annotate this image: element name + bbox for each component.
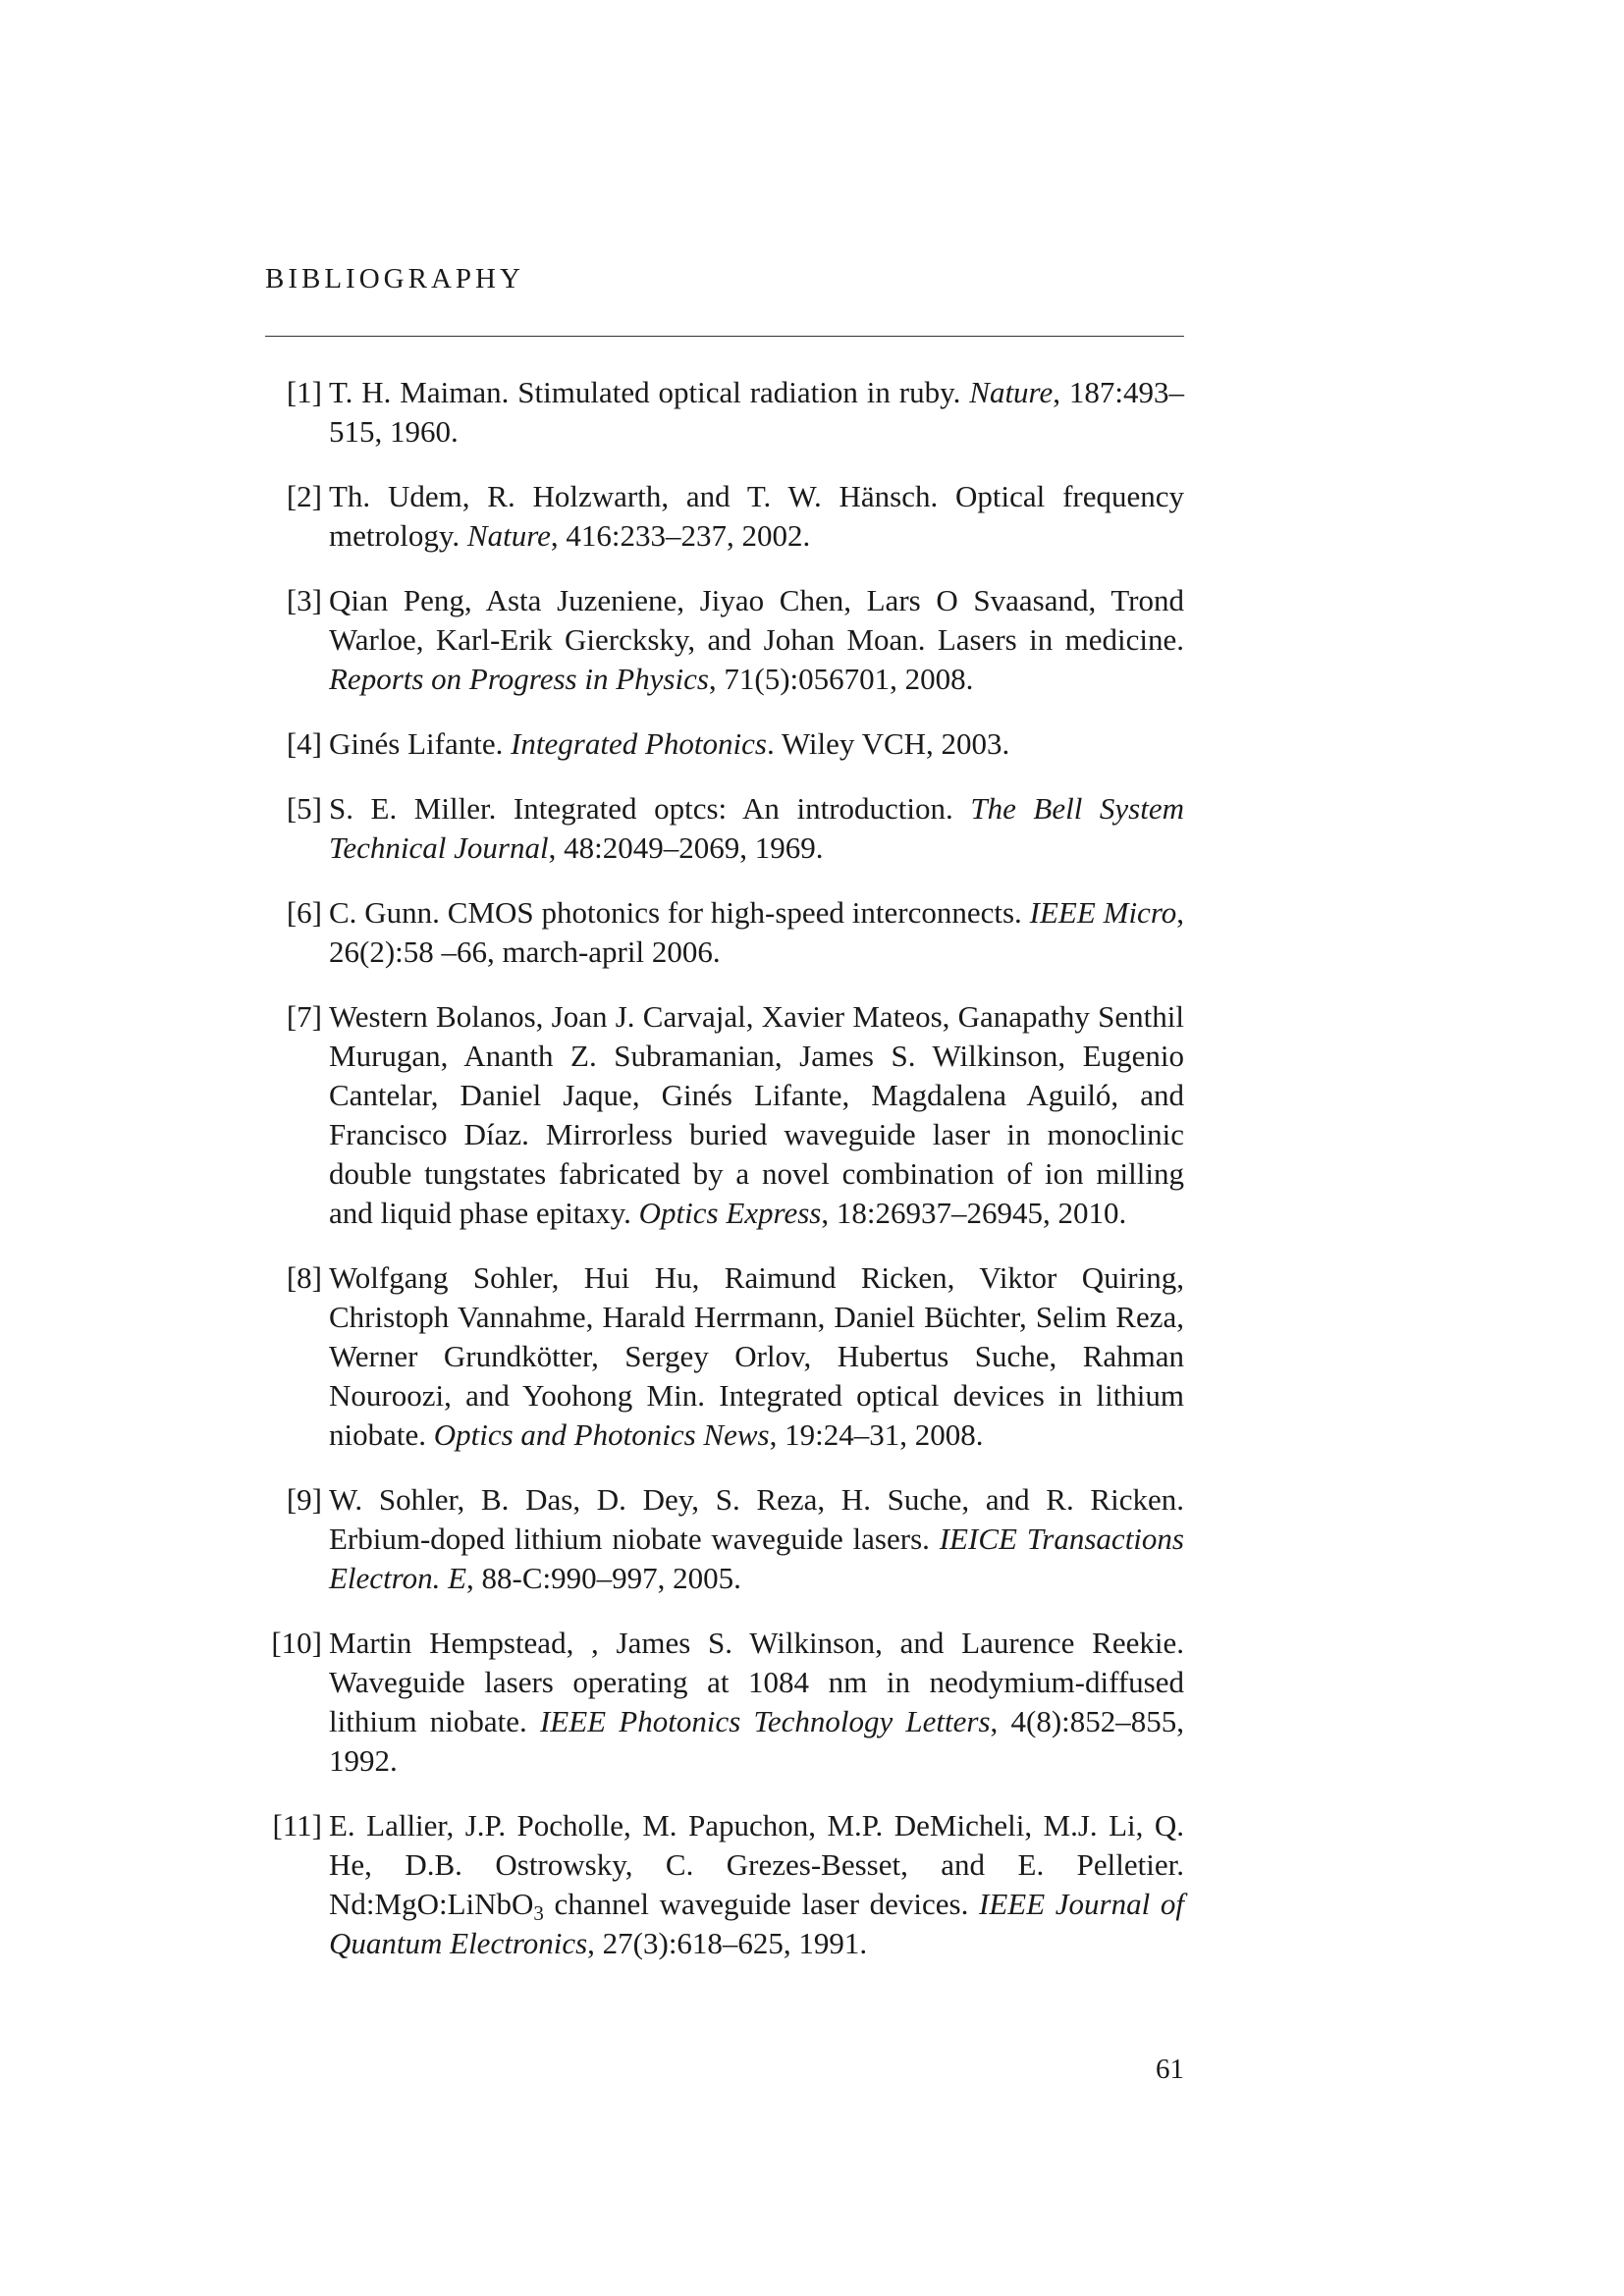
reference-venue: Reports on Progress in Physics <box>329 662 709 696</box>
reference-label: [1] <box>286 375 322 409</box>
reference-text: T. H. Maiman. Stimulated optical radiation in ruby. Nature, 187:493–515, 1960. <box>329 375 1184 449</box>
reference-entry <box>265 477 1184 556</box>
reference-venue: Integrated Photonics <box>511 726 767 761</box>
reference-venue: Optics and Photonics News <box>433 1417 770 1452</box>
reference-label: [11] <box>272 1808 322 1842</box>
reference-label: [8] <box>286 1260 322 1295</box>
page <box>265 0 1184 2296</box>
reference-entry <box>265 789 1184 868</box>
reference-text: Ginés Lifante. Integrated Photonics. Wiley VCH, 2003. <box>329 726 1010 761</box>
reference-entry <box>265 724 1184 764</box>
reference-venue: IEEE Micro <box>1029 895 1177 930</box>
reference-venue: IEEE Photonics Technology Letters <box>539 1704 991 1738</box>
reference-text: Wolfgang Sohler, Hui Hu, Raimund Ricken, Viktor Quiring, Christoph Vannahme, Harald Herrmann, Daniel Büchter, Selim Reza, Werner Grundkötter, Sergey Orlov, Hubertus Suche, Rahman Nouroozi, and Yoohong Min. Integrated optical devices in lithium niobate. Optics and Photonics News, 19:24–31, 2008. <box>329 1260 1184 1452</box>
reference-entry <box>265 1480 1184 1598</box>
chapter-title: BIBLIOGRAPHY <box>265 263 524 294</box>
reference-text: Qian Peng, Asta Juzeniene, Jiyao Chen, Lars O Svaasand, Trond Warloe, Karl-Erik Giercksky, and Johan Moan. Lasers in medicine. Reports on Progress in Physics, 71(5):056701, 2008. <box>329 583 1184 696</box>
reference-label: [10] <box>271 1626 322 1660</box>
reference-venue: The Bell System Technical Journal <box>329 791 1184 865</box>
reference-venue: IEEE Journal of Quantum Electronics <box>329 1887 1184 1960</box>
reference-text: Th. Udem, R. Holzwarth, and T. W. Hänsch. Optical frequency metrology. Nature, 416:233–237, 2002. <box>329 479 1184 553</box>
reference-text: C. Gunn. CMOS photonics for high-speed interconnects. IEEE Micro, 26(2):58 –66, march-april 2006. <box>329 895 1184 969</box>
reference-venue: Nature <box>969 375 1054 409</box>
reference-text: W. Sohler, B. Das, D. Dey, S. Reza, H. Suche, and R. Ricken. Erbium-doped lithium niobate waveguide lasers. IEICE Transactions Electron. E, 88-C:990–997, 2005. <box>329 1482 1184 1595</box>
reference-venue: IEICE Transactions Electron. E <box>329 1522 1184 1595</box>
header-rule <box>265 336 1184 337</box>
reference-text: E. Lallier, J.P. Pocholle, M. Papuchon, M.P. DeMicheli, M.J. Li, Q. He, D.B. Ostrowsky, C. Grezes-Besset, and E. Pelletier. Nd:MgO:LiNbO$_3$ channel waveguide laser devices. IEEE Journal of Quantum Electronics, 27(3):618–625, 1991. <box>329 1808 1184 1960</box>
reference-label: [2] <box>286 479 322 513</box>
reference-entry <box>265 893 1184 972</box>
reference-label: [5] <box>286 791 322 826</box>
reference-text: Western Bolanos, Joan J. Carvajal, Xavier Mateos, Ganapathy Senthil Murugan, Ananth Z. Subramanian, James S. Wilkinson, Eugenio Cantelar, Daniel Jaque, Ginés Lifante, Magdalena Aguiló, and Francisco Díaz. Mirrorless buried waveguide laser in monoclinic double tungstates fabricated by a novel combination of ion milling and liquid phase epitaxy. Optics Express, 18:26937–26945, 2010. <box>329 999 1184 1230</box>
reference-text: S. E. Miller. Integrated optcs: An introduction. The Bell System Technical Journal, 48:2049–2069, 1969. <box>329 791 1184 865</box>
reference-entry <box>265 1624 1184 1781</box>
page-number: 61 <box>1156 2054 1184 2085</box>
subscript: 3 <box>533 1901 544 1925</box>
reference-label: [3] <box>286 583 322 617</box>
reference-text: Martin Hempstead, , James S. Wilkinson, and Laurence Reekie. Waveguide lasers operating at 1084 nm in neodymium-diffused lithium niobate. IEEE Photonics Technology Letters, 4(8):852–855, 1992. <box>329 1626 1184 1778</box>
reference-entry <box>265 1258 1184 1455</box>
reference-entry <box>265 1806 1184 1963</box>
reference-label: [7] <box>286 999 322 1034</box>
reference-label: [4] <box>286 726 322 761</box>
reference-venue: Nature <box>466 518 551 553</box>
bibliography-list <box>265 373 1184 1989</box>
reference-entry <box>265 581 1184 699</box>
reference-label: [9] <box>286 1482 322 1517</box>
reference-entry <box>265 997 1184 1233</box>
reference-entry <box>265 373 1184 452</box>
reference-label: [6] <box>286 895 322 930</box>
reference-venue: Optics Express <box>638 1196 822 1230</box>
